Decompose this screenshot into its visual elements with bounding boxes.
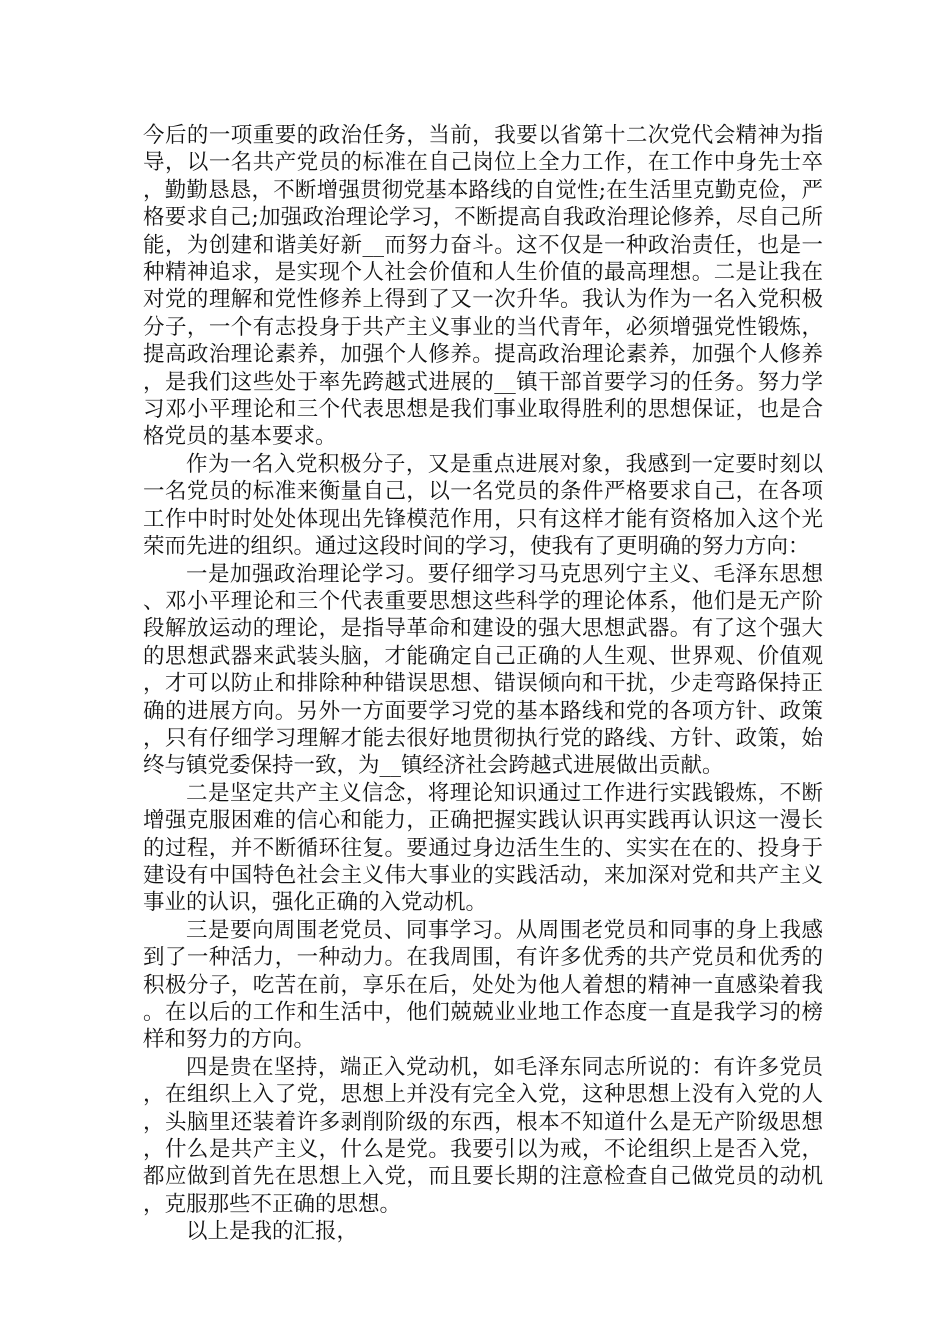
paragraph-point-two: 二是坚定共产主义信念，将理论知识通过工作进行实践锻炼，不断增强克服困难的信心和能力，正确把握实践认识再实践再认识这一漫长的过程，并不断循环往复。要通过身边活生生的、实实在在的、投身于建设有中国特色社会主义伟大事业的实践活动，来加深对党和共产主义事业的认识，强化正确的入党动机。 [143,780,823,916]
paragraph-point-four: 四是贵在坚持，端正入党动机，如毛泽东同志所说的：有许多党员，在组织上入了党，思想上并没有完全入党，这种思想上没有入党的人，头脑里还装着许多剥削阶级的东西，根本不知道什么是无产阶级思想，什么是共产主义，什么是党。我要引以为戒，不论组织上是否入党，都应做到首先在思想上入党，而且要长期的注意检查自己做党员的动机，克服那些不正确的思想。 [143,1054,823,1217]
paragraph-point-one: 一是加强政治理论学习。要仔细学习马克思列宁主义、毛泽东思想、邓小平理论和三个代表重要思想这些科学的理论体系，他们是无产阶段解放运动的理论，是指导革命和建设的强大思想武器。有了这个强大的思想武器来武装头脑，才能确定自己正确的人生观、世界观、价值观，才可以防止和排除种种错误思想、错误倾向和干扰，少走弯路保持正确的进展方向。另外一方面要学习党的基本路线和党的各项方针、政策，只有仔细学习理解才能去很好地贯彻执行党的路线、方针、政策，始终与镇党委保持一致，为__镇经济社会跨越式进展做出贡献。 [143,561,823,779]
document-body [143,122,823,1246]
paragraph-continuation: 今后的一项重要的政治任务，当前，我要以省第十二次党代会精神为指导，以一名共产党员的标准在自己岗位上全力工作，在工作中身先士卒，勤勤恳恳，不断增强贯彻党基本路线的自觉性;在生活里克勤克俭，严格要求自己;加强政治理论学习，不断提高自我政治理论修养，尽自己所能，为创建和谐美好新__而努力奋斗。这不仅是一种政治责任，也是一种精神追求，是实现个人社会价值和人生价值的最高理想。二是让我在对党的理解和党性修养上得到了又一次升华。我认为作为一名入党积极分子，一个有志投身于共产主义事业的当代青年，必须增强党性锻炼，提高政治理论素养，加强个人修养。提高政治理论素养，加强个人修养，是我们这些处于率先跨越式进展的__镇干部首要学习的任务。努力学习邓小平理论和三个代表思想是我们事业取得胜利的思想保证，也是合格党员的基本要求。 [143,123,823,450]
paragraph-closing: 以上是我的汇报， [186,1219,359,1245]
paragraph-point-three: 三是要向周围老党员、同事学习。从周围老党员和同事的身上我感到了一种活力，一种动力。在我周围，有许多优秀的共产党员和优秀的积极分子，吃苦在前，享乐在后，处处为他人着想的精神一直感染着我。在以后的工作和生活中，他们兢兢业业地工作态度一直是我学习的榜样和努力的方向。 [143,917,823,1053]
paragraph-activist-standard: 作为一名入党积极分子，又是重点进展对象，我感到一定要时刻以一名党员的标准来衡量自己，以一名党员的条件严格要求自己，在各项工作中时时处处体现出先锋模范作用，只有这样才能有资格加入这个光荣而先进的组织。通过这段时间的学习，使我有了更明确的努力方向： [143,451,823,560]
